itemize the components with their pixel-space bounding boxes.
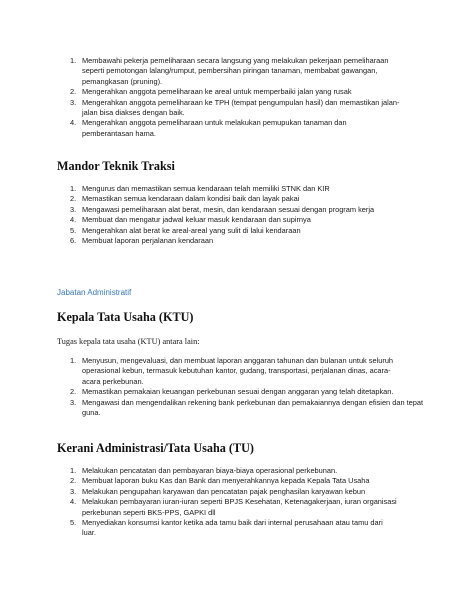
heading-mandor-teknik-traksi: Mandor Teknik Traksi <box>57 159 175 173</box>
list-mandor-teknik-traksi <box>70 184 430 246</box>
list-item-line: Menyediakan konsumsi kantor ketika ada tamu baik dari internal perusahaan atau tamu dari <box>82 518 383 528</box>
list-item <box>70 118 430 139</box>
list-number: 2. <box>70 476 77 486</box>
list-item-line: Mengerahkan anggota pemeliharaan untuk melakukan pemupukan tanaman dan <box>82 118 347 128</box>
list-item-line: Membawahi pekerja pemeliharaan secara langsung yang melakukan pekerjaan pemeliharaan <box>82 56 389 65</box>
list-item-line: operasional kebun, termasuk kebutuhan kantor, gudang, transportasi, perjalanan dinas, acara- <box>82 366 391 376</box>
list-item-line: seperti pemotongan lalang/rumput, pembersihan piringan tanaman, membabat gawangan, <box>82 66 378 76</box>
list-number: 4. <box>70 215 77 225</box>
heading-kerani-administrasi: Kerani Administrasi/Tata Usaha (TU) <box>57 441 254 455</box>
list-item-line: guna. <box>82 408 101 418</box>
list-item-line: Mengawasi pemeliharaan alat berat, mesin, dan kendaraan sesuai dengan program kerja <box>82 204 375 214</box>
list-item-line: jalan bisa diakses dengan baik. <box>82 108 185 118</box>
list-item <box>70 56 430 87</box>
list-number: 5. <box>70 518 77 528</box>
list-item-line: acara perkebunan. <box>82 376 144 386</box>
list-item <box>70 466 430 476</box>
list-item-line: Membuat dan mengatur jadwal keluar masuk kendaraan dan supirnya <box>82 215 311 225</box>
list-number: 6. <box>70 236 77 246</box>
list-number: 1. <box>70 56 77 65</box>
list-item-line: Mengawasi dan mengendalikan rekening bank perkebunan dan pemakaiannya dengan efisien dan tepat <box>82 397 424 407</box>
list-item-line: pemberantasan hama. <box>82 128 156 138</box>
list-item-line: Melakukan pembayaran iuran-iuran seperti BPJS Kesehatan, Ketenagakerjaan, iuran organisasi <box>82 497 397 507</box>
list-item-line: Mengerahkan alat berat ke areal-areal yang sulit di lalui kendaraan <box>82 225 301 235</box>
list-item-line: Membuat laporan buku Kas dan Bank dan menyerahkannya kepada Kepala Tata Usaha <box>82 476 370 486</box>
list-item-line: Melakukan pengupahan karyawan dan pencatatan pajak penghasilan karyawan kebun <box>82 486 366 496</box>
list-item <box>70 497 430 518</box>
list-item <box>70 194 430 204</box>
list-number: 2. <box>70 387 77 397</box>
list-item <box>70 398 430 419</box>
list-item-line: Menyusun, mengevaluasi, dan membuat laporan anggaran tahunan dan bulanan untuk seluruh <box>82 356 394 365</box>
list-item <box>70 215 430 225</box>
list-item-line: Mengurus dan memastikan semua kendaraan telah memiliki STNK dan KIR <box>82 184 330 193</box>
list-item-line: Memastikan pemakaian keuangan perkebunan sesuai dengan anggaran yang telah ditetapkan. <box>82 387 394 397</box>
list-item <box>70 98 430 119</box>
list-item <box>70 356 430 387</box>
list-item <box>70 518 430 539</box>
heading-kepala-tata-usaha: Kepala Tata Usaha (KTU) <box>57 310 194 324</box>
list-number: 4. <box>70 118 77 128</box>
list-item <box>70 487 430 497</box>
section-label-jabatan-administratif: Jabatan Administratif <box>57 288 132 297</box>
list-item <box>70 205 430 215</box>
list-pemeliharaan <box>70 56 430 139</box>
list-item <box>70 236 430 246</box>
list-number: 4. <box>70 497 77 507</box>
list-number: 1. <box>70 184 77 193</box>
list-item-line: perkebunan seperti BKS-PPS, GAPKI dll <box>82 507 216 517</box>
list-number: 2. <box>70 194 77 204</box>
list-kerani-administrasi <box>70 466 430 539</box>
list-item-line: Mengerahkan anggota pemeliharaan ke TPH (tempat pengumpulan hasil) dan memastikan jalan- <box>82 97 400 107</box>
ktu-intro-text: Tugas kepala tata usaha (KTU) antara lain: <box>57 337 200 346</box>
list-item-line: Memastikan semua kendaraan dalam kondisi baik dan layak pakai <box>82 194 300 204</box>
list-item-line: Melakukan pencatatan dan pembayaran biaya-biaya operasional perkebunan. <box>82 466 338 475</box>
list-item <box>70 184 430 194</box>
list-number: 3. <box>70 486 77 496</box>
list-item-line: Membuat laporan perjalanan kendaraan <box>82 236 214 246</box>
list-number: 3. <box>70 97 77 107</box>
list-kepala-tata-usaha <box>70 356 430 418</box>
list-item <box>70 387 430 397</box>
list-number: 2. <box>70 87 77 97</box>
list-number: 3. <box>70 397 77 407</box>
list-item <box>70 476 430 486</box>
list-number: 5. <box>70 225 77 235</box>
list-item-line: luar. <box>82 528 96 538</box>
list-item <box>70 226 430 236</box>
list-item <box>70 87 430 97</box>
list-number: 3. <box>70 204 77 214</box>
list-item-line: Mengerahkan anggota pemeliharaan ke areal untuk memperbaiki jalan yang rusak <box>82 87 352 97</box>
list-number: 1. <box>70 466 77 475</box>
list-item-line: pemangkasan (pruning). <box>82 76 163 86</box>
list-number: 1. <box>70 356 77 365</box>
